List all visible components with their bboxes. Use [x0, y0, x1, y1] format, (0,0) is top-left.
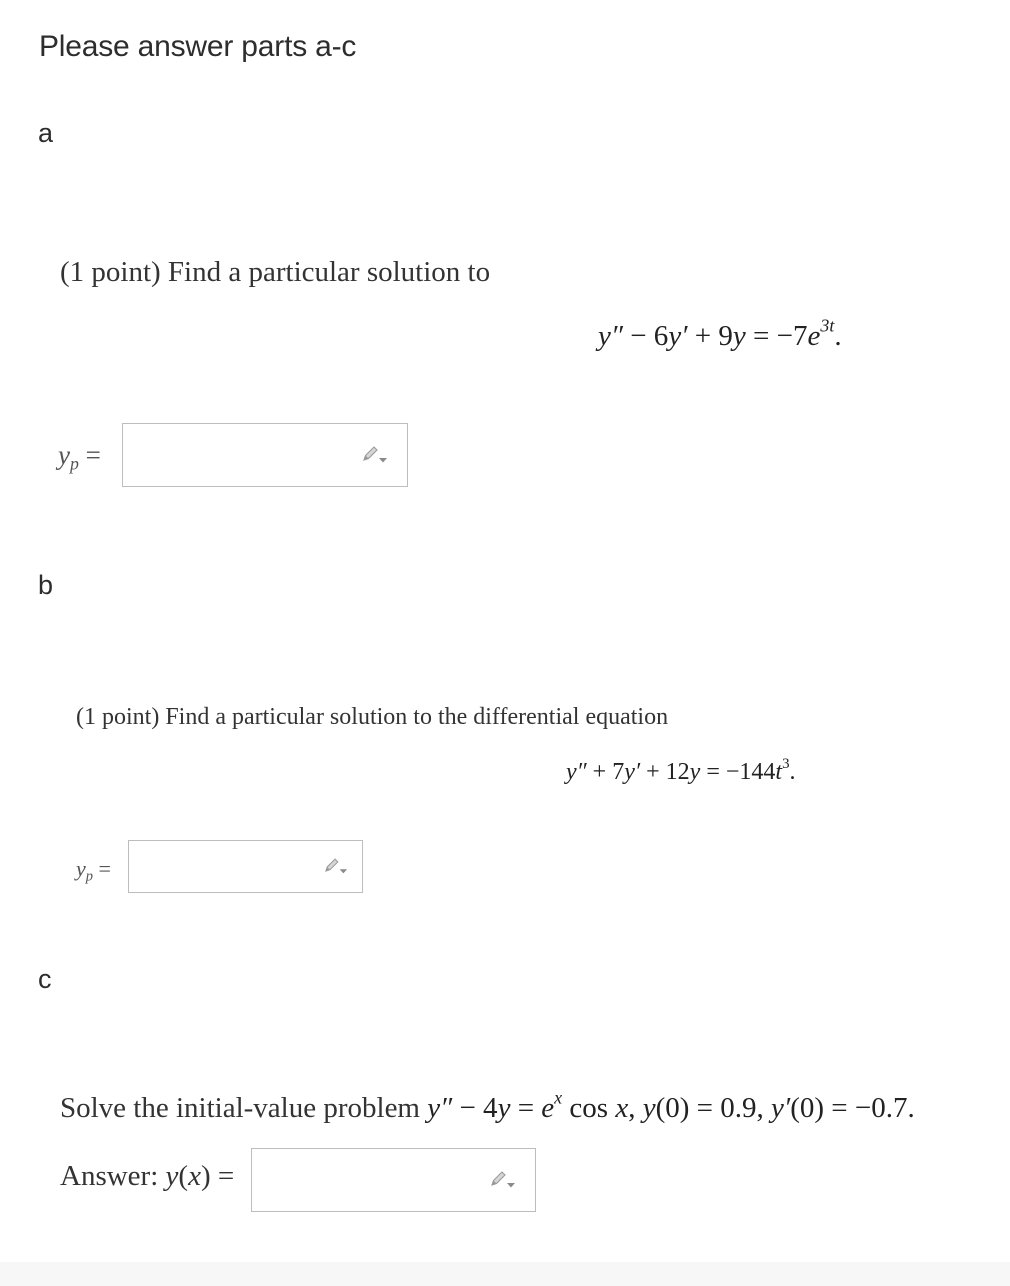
pencil-dropdown-icon[interactable] — [490, 1171, 516, 1189]
part-label-c: c — [38, 964, 52, 994]
page-footer-band — [0, 1262, 1010, 1286]
part-a-prompt: (1 point) Find a particular solution to — [60, 256, 491, 288]
part-b-prompt: (1 point) Find a particular solution to the differential equation — [76, 704, 669, 730]
pencil-dropdown-icon[interactable] — [362, 446, 388, 464]
part-label-b: b — [38, 570, 54, 600]
question-title: Please answer parts a-c — [39, 30, 357, 63]
part-b-equation: $y'' + 7y' + 12y = -144t^3$. — [566, 755, 796, 785]
part-c-prompt: Solve the initial-value problem $y'' - 4y = e^x$ cos x, y(0) = 0.9, y′(0) = −0.7. — [60, 1087, 915, 1124]
pencil-dropdown-icon[interactable] — [324, 858, 348, 875]
part-label-a: a — [38, 118, 54, 148]
part-c-equation: $y'' - 4y = e^x$ cos x, y(0) = 0.9, y′(0) = −0.7. — [427, 1087, 915, 1124]
part-b-answer-label: $y_p$ = — [76, 856, 111, 885]
part-c-answer-label: Answer: y(x) = — [60, 1160, 235, 1192]
part-a-equation: $y'' - 6y' + 9y = -7e^{3t}$. — [598, 315, 842, 352]
part-a-answer-label: $y_p$ = — [58, 440, 101, 474]
